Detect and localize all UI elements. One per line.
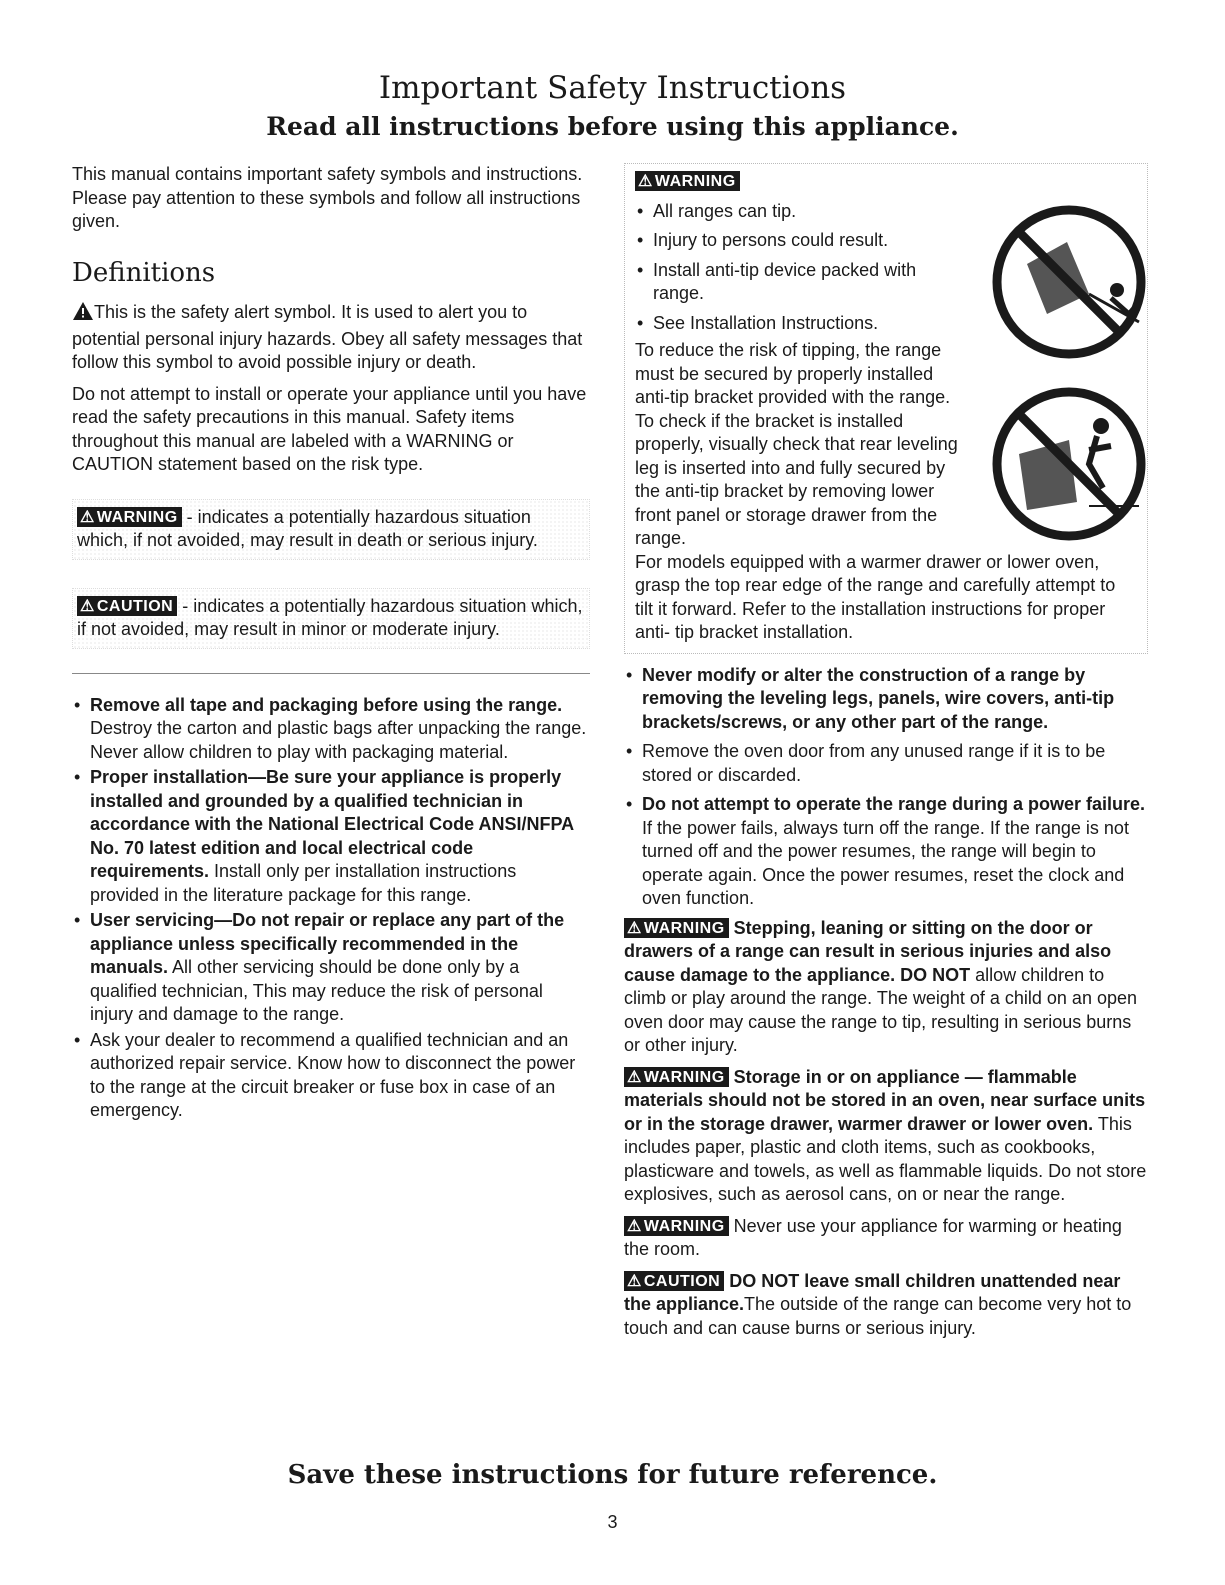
right-bullet-list — [624, 664, 1148, 911]
page-subtitle: Read all instructions before using this appliance. — [266, 112, 959, 141]
divider — [72, 673, 590, 674]
warning-definition — [72, 499, 590, 560]
warning-signal-word: ⚠ WARNING — [624, 918, 729, 938]
tip-bullet-list — [635, 200, 955, 336]
alert-triangle-icon: ⚠ — [80, 508, 95, 526]
caution-signal-word: ⚠ CAUTION — [624, 1271, 724, 1291]
list-item: • Do not attempt to operate the range during a power failure. If the power fails, always turn off the range. If the range is not turned off and the power resumes, the range will begin to operate again. Once the power resumes, reset the clock and oven function. — [624, 793, 1148, 911]
warning-signal-word: ⚠ WARNING — [77, 507, 182, 527]
page-title: Important Safety Instructions — [378, 70, 847, 106]
install-paragraph: Do not attempt to install or operate your appliance until you have read the safety precautions in this manual. Safety items throughout this manual are labeled with a WARNING or CAUTION statement based on the risk type. — [72, 383, 587, 474]
list-item: • Proper installation—Be sure your appliance is properly installed and grounded by a qualified technician in accordance with the National Electrical Code ANSI/NFPA No. 70 latest edition and local electrical code requirements. Install only per installation instructions provided in the literature package for this range. — [72, 766, 590, 907]
warning-paragraph: ⚠ WARNING Stepping, leaning or sitting on the door or drawers of a range can result in serious injuries and also cause damage to the appliance. DO NOT allow children to climb or play around the range. The weight of a child on an open oven door may cause the range to tip, resulting in serious burns or other injury. — [624, 917, 1137, 1055]
list-item: • User servicing—Do not repair or replace any part of the appliance unless specifically recommended in the manuals. All other servicing should be done only by a qualified technician, This may reduce the risk of personal injury and damage to the range. — [72, 909, 590, 1027]
warning-definition-text: - indicates a potentially hazardous situation which, if not avoided, may result in death or serious injury. — [77, 506, 538, 550]
range-tip-over-icon — [989, 202, 1149, 362]
list-item: • Injury to persons could result. — [635, 229, 955, 253]
list-item: • Remove all tape and packaging before using the range. Destroy the carton and plastic bags after unpacking the range. Never allow children to play with packaging material. — [72, 694, 590, 765]
warning-signal-word: ⚠ WARNING — [635, 171, 740, 191]
list-item: • Never modify or alter the construction of a range by removing the leveling legs, panels, wire covers, anti-tip brackets/screws, or any other part of the range. — [624, 664, 1148, 735]
child-on-door-icon — [989, 384, 1149, 544]
left-bullet-list — [72, 694, 590, 1123]
page-number: 3 — [607, 1512, 618, 1532]
save-instructions-footer: Save these instructions for future reference. — [287, 1460, 938, 1490]
warning-signal-word: ⚠ WARNING — [624, 1067, 729, 1087]
caution-definition-text: - indicates a potentially hazardous situation which, if not avoided, may result in minor or moderate injury. — [77, 595, 583, 639]
list-item: • Remove the oven door from any unused range if it is to be stored or discarded. — [624, 740, 1148, 787]
caution-paragraph: ⚠ CAUTION DO NOT leave small children unattended near the appliance.The outside of the range can become very hot to touch and can cause burns or serious injury. — [624, 1270, 1132, 1338]
list-item: • Install anti-tip device packed with range. — [635, 259, 955, 306]
left-column — [72, 163, 590, 1125]
alert-triangle-icon: ⚠ — [80, 597, 95, 615]
list-item: • All ranges can tip. — [635, 200, 955, 224]
tip-paragraph-1: To reduce the risk of tipping, the range must be secured by properly installed anti-tip bracket provided with the range. To check if the bracket is installed properly, visually check that rear leveling leg is inserted into and fully secured by the anti-tip bracket by removing lower front panel or storage drawer from the range. — [635, 340, 958, 548]
anti-tip-warning-box — [624, 163, 1148, 654]
right-column — [624, 163, 1148, 1348]
warning-paragraph: ⚠ WARNING Storage in or on appliance — flammable materials should not be stored in an oven, near surface units or in the storage drawer, warmer drawer or lower oven. This includes paper, plastic and cloth items, such as cookbooks, plasticware and towels, as well as flammable liquids. Do not store explosives, such as aerosol cans, on or near the range. — [624, 1066, 1147, 1204]
list-item: • Ask your dealer to recommend a qualified technician and an authorized repair service. Know how to disconnect the power to the range at the circuit breaker or fuse box in case of an emergency. — [72, 1029, 590, 1123]
tip-paragraph-2: For models equipped with a warmer drawer or lower oven, grasp the top rear edge of the range and carefully attempt to tilt it forward. Refer to the installation instructions for proper anti- tip bracket installation. — [635, 551, 1116, 642]
definitions-heading: Definitions — [72, 257, 216, 288]
caution-signal-word: ⚠ CAUTION — [77, 596, 177, 616]
alert-triangle-icon: ⚠ — [638, 173, 653, 190]
safety-alert-paragraph — [72, 301, 590, 375]
safety-alert-text: This is the safety alert symbol. It is used to alert you to potential personal injury hazards. Obey all safety messages that follow this symbol to avoid possible injury or death. — [72, 302, 583, 372]
warning-signal-word: ⚠ WARNING — [624, 1216, 729, 1236]
intro-paragraph: This manual contains important safety symbols and instructions. Please pay attention to these symbols and follow all instructions given. — [72, 164, 583, 231]
warning-paragraph: ⚠ WARNING Never use your appliance for warming or heating the room. — [624, 1215, 1122, 1259]
caution-definition — [72, 588, 590, 649]
list-item: • See Installation Instructions. — [635, 312, 955, 336]
safety-alert-icon — [72, 301, 94, 328]
